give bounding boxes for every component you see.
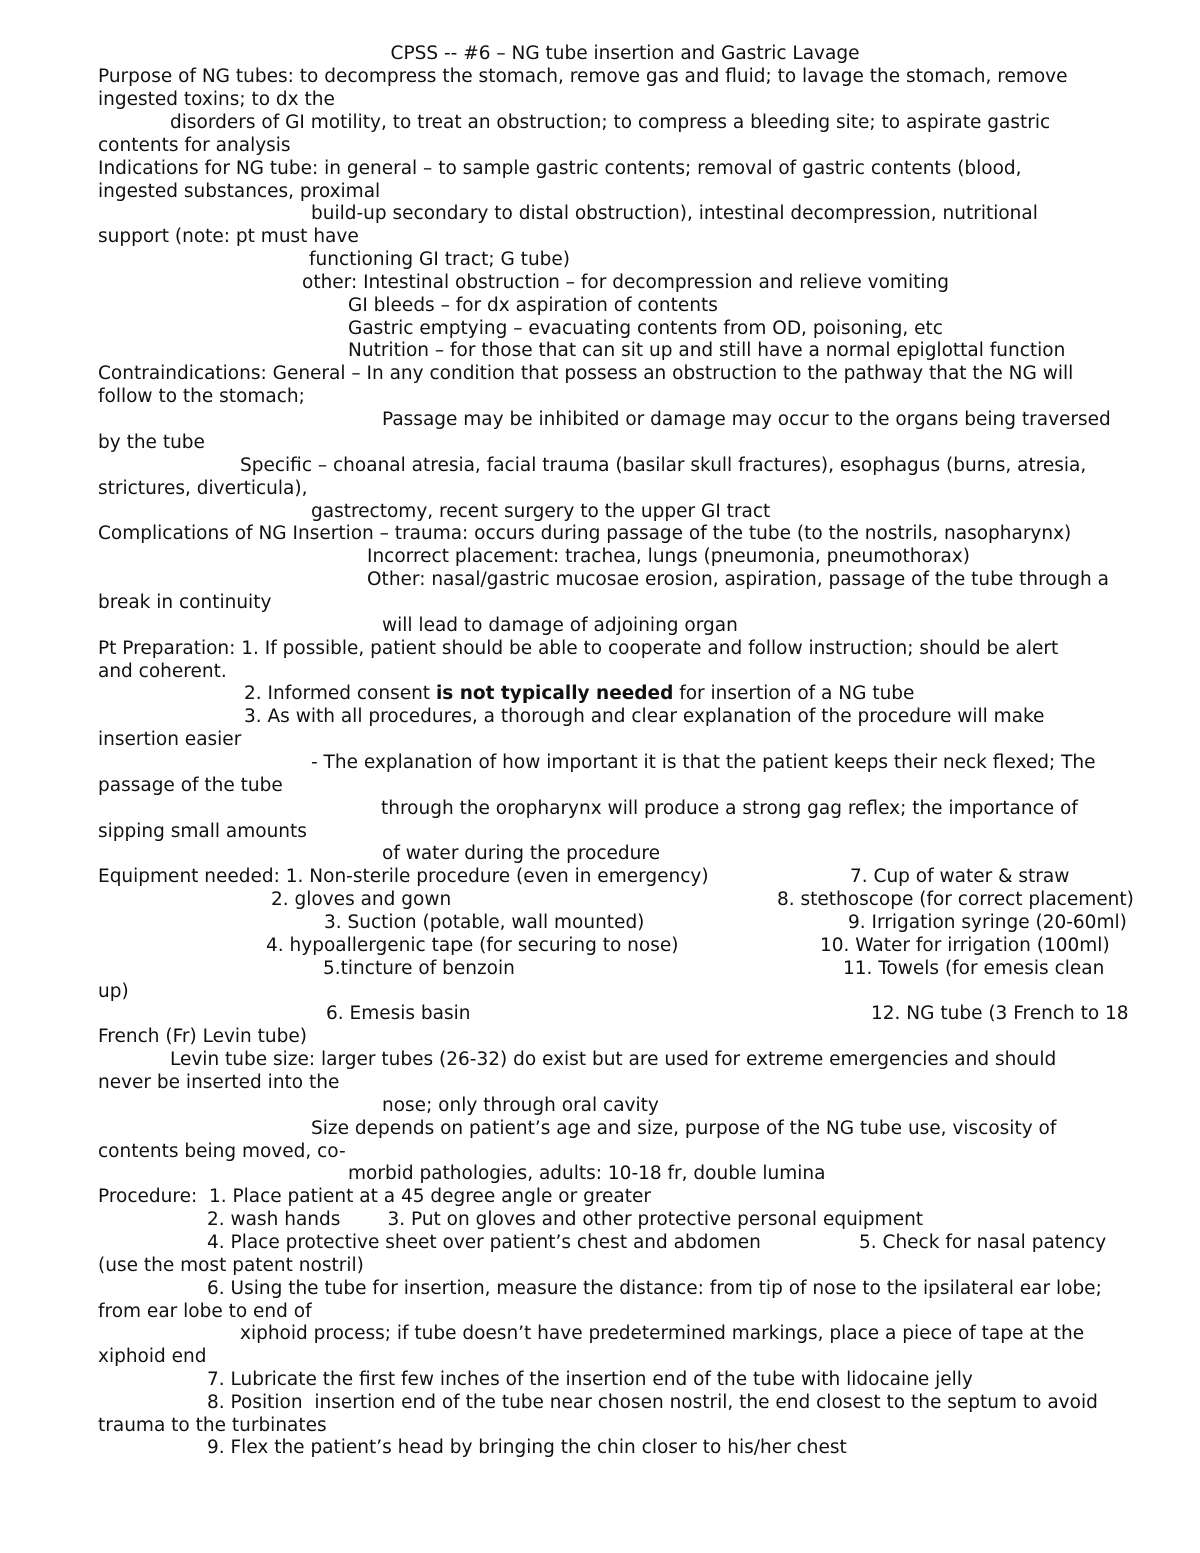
text-line: gastrectomy, recent surgery to the upper GI tract (311, 501, 771, 522)
text-line: strictures, diverticula), (98, 478, 308, 499)
text-line: xiphoid process; if tube doesn’t have predetermined markings, place a piece of tape at the (240, 1323, 1085, 1344)
text-line: Size depends on patient’s age and size, purpose of the NG tube use, viscosity of (311, 1118, 1057, 1139)
text-line: from ear lobe to end of (98, 1301, 312, 1322)
text-line: contents for analysis (98, 135, 291, 156)
text-line: 9. Irrigation syringe (20-60ml) (848, 912, 1127, 933)
text-run: 2. Informed consent (244, 683, 436, 704)
text-line: 4. Place protective sheet over patient’s chest and abdomen (207, 1232, 761, 1253)
text-line: 7. Lubricate the first few inches of the insertion end of the tube with lidocaine jelly (207, 1369, 973, 1390)
text-line: ingested substances, proximal (98, 181, 381, 202)
emphasis-text: is not typically needed (435, 683, 674, 704)
text-line: Incorrect placement: trachea, lungs (pneumonia, pneumothorax) (367, 546, 970, 567)
text-line: xiphoid end (98, 1346, 207, 1367)
text-line: Nutrition – for those that can sit up and still have a normal epiglottal function (348, 340, 1066, 361)
text-line: 2. wash hands 3. Put on gloves and other protective personal equipment (207, 1209, 924, 1230)
text-line: morbid pathologies, adults: 10-18 fr, double lumina (348, 1163, 826, 1184)
text-line: Procedure: 1. Place patient at a 45 degree angle or greater (98, 1186, 651, 1207)
text-line: by the tube (98, 432, 205, 453)
text-line: nose; only through oral cavity (382, 1095, 659, 1116)
text-line: Equipment needed: 1. Non-sterile procedure (even in emergency) (98, 866, 709, 887)
text-line: functioning GI tract; G tube) (309, 249, 571, 270)
text-line: passage of the tube (98, 775, 283, 796)
text-run: for insertion of a NG tube (673, 683, 915, 704)
text-line: break in continuity (98, 592, 272, 613)
text-line: sipping small amounts (98, 821, 307, 842)
text-line: Gastric emptying – evacuating contents from OD, poisoning, etc (348, 318, 943, 339)
text-line: 7. Cup of water & straw (850, 866, 1070, 887)
text-line: will lead to damage of adjoining organ (382, 615, 738, 636)
text-line: and coherent. (98, 661, 227, 682)
text-line: GI bleeds – for dx aspiration of contents (348, 295, 718, 316)
text-line: 3. As with all procedures, a thorough and clear explanation of the procedure will make (244, 706, 1045, 727)
text-line: follow to the stomach; (98, 386, 305, 407)
document-title: CPSS -- #6 – NG tube insertion and Gastric Lavage (390, 43, 860, 64)
text-line: 3. Suction (potable, wall mounted) (324, 912, 645, 933)
text-line: 10. Water for irrigation (100ml) (820, 935, 1110, 956)
text-line: 8. stethoscope (for correct placement) (777, 889, 1134, 910)
text-line (244, 682, 914, 705)
text-line: Specific – choanal atresia, facial trauma (basilar skull fractures), esophagus (burns, atresia, (240, 455, 1087, 476)
text-line: Other: nasal/gastric mucosae erosion, aspiration, passage of the tube through a (367, 569, 1109, 590)
text-line: 5. Check for nasal patency (859, 1232, 1107, 1253)
text-line: 11. Towels (for emesis clean (843, 958, 1105, 979)
text-line: Passage may be inhibited or damage may occur to the organs being traversed (382, 409, 1111, 430)
text-line: 2. gloves and gown (271, 889, 452, 910)
text-line: Pt Preparation: 1. If possible, patient should be able to cooperate and follow instruction; should be alert (98, 638, 1059, 659)
text-line: trauma to the turbinates (98, 1415, 327, 1436)
text-line: 9. Flex the patient’s head by bringing the chin closer to his/her chest (207, 1437, 847, 1458)
text-line: of water during the procedure (382, 843, 660, 864)
text-line: French (Fr) Levin tube) (98, 1026, 307, 1047)
text-line: ingested toxins; to dx the (98, 89, 335, 110)
text-line: 4. hypoallergenic tape (for securing to nose) (266, 935, 679, 956)
text-line: support (note: pt must have (98, 226, 359, 247)
text-line: Purpose of NG tubes: to decompress the stomach, remove gas and fluid; to lavage the stomach, remove (98, 66, 1068, 87)
text-line: Indications for NG tube: in general – to sample gastric contents; removal of gastric contents (blood, (98, 158, 1022, 179)
text-line: through the oropharynx will produce a strong gag reflex; the importance of (381, 798, 1078, 819)
text-line: 6. Emesis basin (326, 1003, 471, 1024)
text-line: 5.tincture of benzoin (323, 958, 515, 979)
text-line: 12. NG tube (3 French to 18 (871, 1003, 1129, 1024)
text-line: 6. Using the tube for insertion, measure the distance: from tip of nose to the ipsilateral ear lobe; (207, 1278, 1102, 1299)
text-line: other: Intestinal obstruction – for decompression and relieve vomiting (302, 272, 949, 293)
text-line: Levin tube size: larger tubes (26-32) do exist but are used for extreme emergencies and should (170, 1049, 1057, 1070)
text-line: contents being moved, co- (98, 1141, 346, 1162)
text-line: 8. Position insertion end of the tube near chosen nostril, the end closest to the septum to avoid (207, 1392, 1098, 1413)
text-line: disorders of GI motility, to treat an obstruction; to compress a bleeding site; to aspirate gastric (170, 112, 1051, 133)
text-line: build-up secondary to distal obstruction), intestinal decompression, nutritional (311, 203, 1038, 224)
text-line: up) (98, 981, 129, 1002)
text-line: insertion easier (98, 729, 242, 750)
text-line: - The explanation of how important it is that the patient keeps their neck flexed; The (311, 752, 1096, 773)
text-line: never be inserted into the (98, 1072, 340, 1093)
text-line: (use the most patent nostril) (98, 1255, 364, 1276)
text-line: Contraindications: General – In any condition that possess an obstruction to the pathway that the NG will (98, 363, 1074, 384)
text-line: Complications of NG Insertion – trauma: occurs during passage of the tube (to the nostrils, nasopharynx) (98, 523, 1072, 544)
